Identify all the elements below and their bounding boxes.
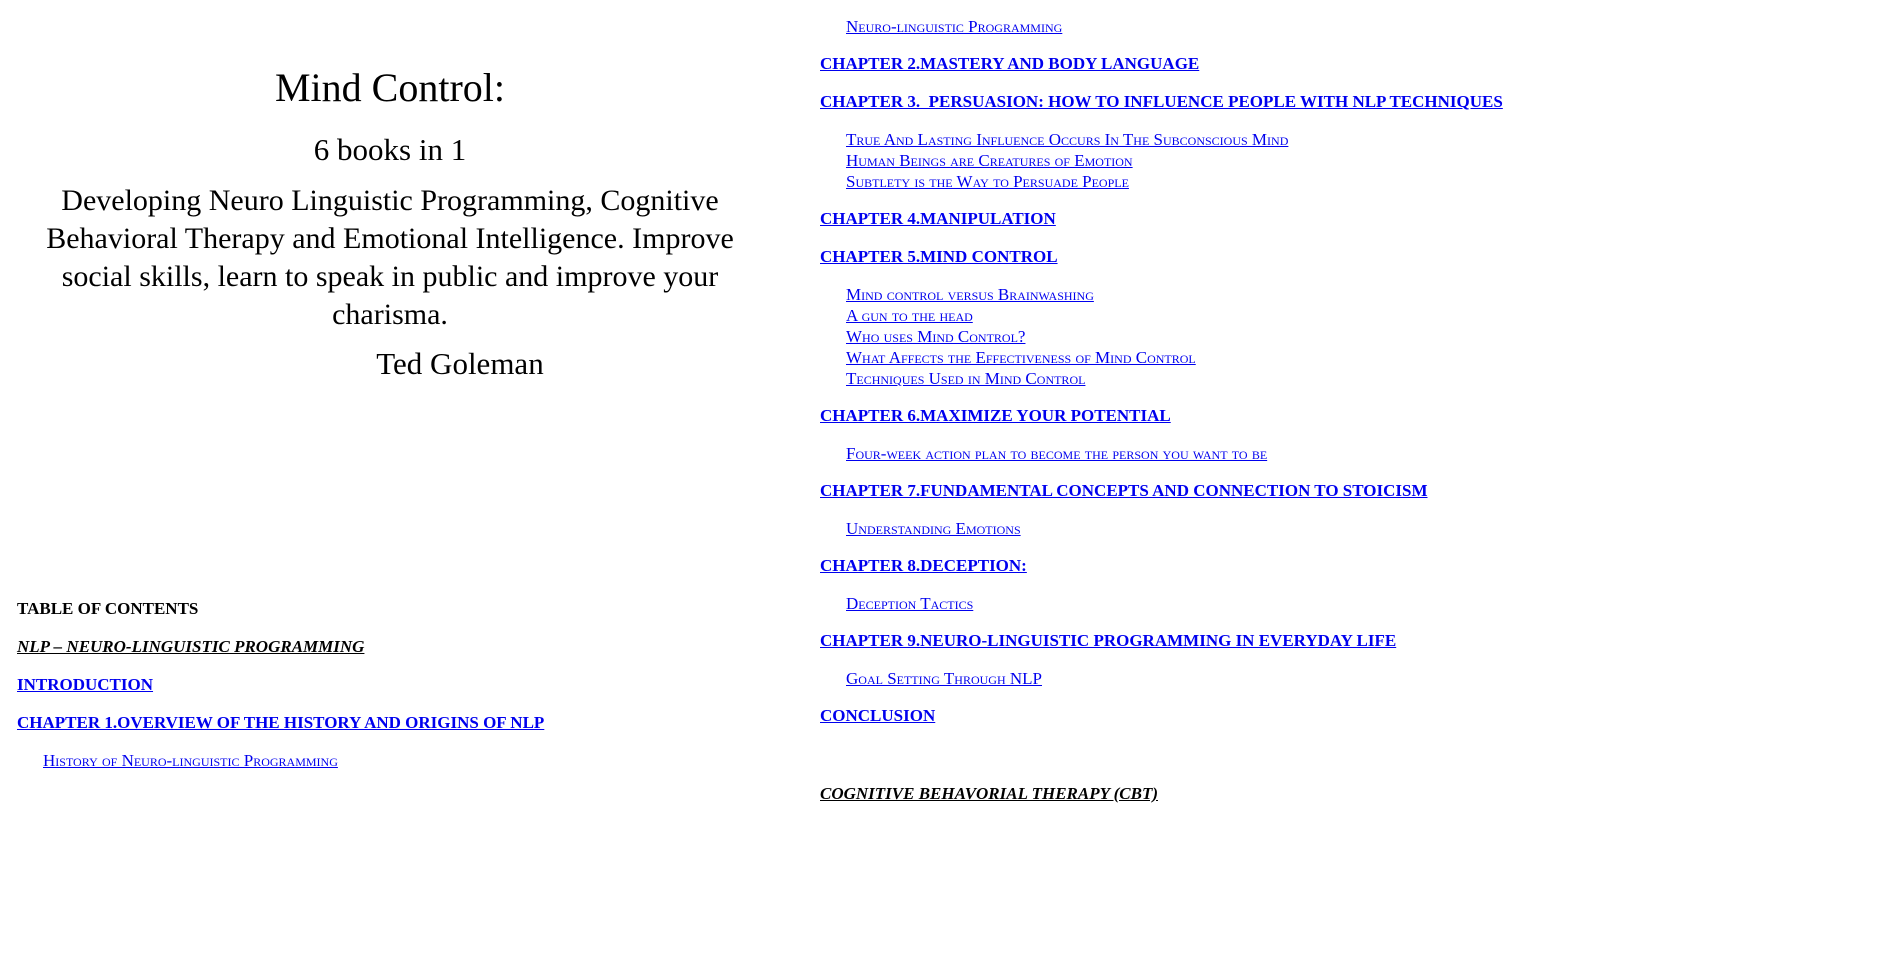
toc-heading: TABLE OF CONTENTS bbox=[17, 599, 199, 618]
toc-section-cbt[interactable]: COGNITIVE BEHAVORIAL THERAPY (CBT) bbox=[820, 784, 1158, 803]
toc-sub-true-and-lasting-influence[interactable]: True And Lasting Influence Occurs In The Subconscious Mind bbox=[846, 130, 1289, 149]
toc-section-nlp[interactable]: NLP – NEURO-LINGUISTIC PROGRAMMING bbox=[17, 637, 365, 656]
toc-sub-goal-setting-through-nlp[interactable]: Goal Setting Through NLP bbox=[846, 669, 1042, 688]
toc-sub-creatures-of-emotion[interactable]: Human Beings are Creatures of Emotion bbox=[846, 151, 1133, 170]
toc-chapter-4[interactable]: CHAPTER 4.MANIPULATION bbox=[820, 209, 1056, 228]
toc-sub-subtlety[interactable]: Subtlety is the Way to Persuade People bbox=[846, 172, 1129, 191]
toc-sub-a-gun-to-the-head[interactable]: A gun to the head bbox=[846, 306, 973, 325]
toc-chapter-1[interactable]: CHAPTER 1.OVERVIEW OF THE HISTORY AND ORIGINS OF NLP bbox=[17, 713, 545, 732]
toc-sub-effectiveness-of-mind-control[interactable]: What Affects the Effectiveness of Mind Control bbox=[846, 348, 1196, 367]
toc-list-right bbox=[820, 16, 1570, 805]
toc-left-column bbox=[17, 598, 762, 771]
toc-chapter-9[interactable]: CHAPTER 9.NEURO-LINGUISTIC PROGRAMMING IN EVERYDAY LIFE bbox=[820, 631, 1397, 650]
toc-chapter-3[interactable]: CHAPTER 3. PERSUASION: HOW TO INFLUENCE PEOPLE WITH NLP TECHNIQUES bbox=[820, 92, 1503, 111]
title-block bbox=[0, 64, 780, 384]
toc-conclusion[interactable]: CONCLUSION bbox=[820, 706, 936, 725]
book-author: Ted Goleman bbox=[376, 346, 544, 381]
toc-sub-techniques-used[interactable]: Techniques Used in Mind Control bbox=[846, 369, 1086, 388]
toc-sub-history-of-nlp[interactable]: History of Neuro-linguistic Programming bbox=[43, 751, 338, 770]
toc-introduction[interactable]: INTRODUCTION bbox=[17, 675, 154, 694]
book-subtitle: Developing Neuro Linguistic Programming, Cognitive Behavioral Therapy and Emotional Intelligence. Improve social skills, learn to speak in public and improve your charisma. bbox=[46, 184, 734, 331]
toc-sub-four-week-action-plan[interactable]: Four-week action plan to become the person you want to be bbox=[846, 444, 1268, 463]
right-page bbox=[820, 16, 1570, 821]
toc-list-left bbox=[17, 636, 762, 771]
toc-chapter-8[interactable]: CHAPTER 8.DECEPTION: bbox=[820, 556, 1027, 575]
book-edition: 6 books in 1 bbox=[313, 132, 467, 167]
toc-sub-understanding-emotions[interactable]: Understanding Emotions bbox=[846, 519, 1021, 538]
left-page bbox=[0, 0, 780, 977]
toc-chapter-7[interactable]: CHAPTER 7.FUNDAMENTAL CONCEPTS AND CONNECTION TO STOICISM bbox=[820, 481, 1428, 500]
toc-chapter-5[interactable]: CHAPTER 5.MIND CONTROL bbox=[820, 247, 1058, 266]
toc-chapter-2[interactable]: CHAPTER 2.MASTERY AND BODY LANGUAGE bbox=[820, 54, 1200, 73]
toc-sub-mind-control-vs-brainwashing[interactable]: Mind control versus Brainwashing bbox=[846, 285, 1094, 304]
toc-sub-neuro-linguistic-programming[interactable]: Neuro-linguistic Programming bbox=[846, 17, 1063, 36]
toc-sub-who-uses-mind-control[interactable]: Who uses Mind Control? bbox=[846, 327, 1026, 346]
book-title: Mind Control: bbox=[274, 65, 506, 110]
toc-sub-deception-tactics[interactable]: Deception Tactics bbox=[846, 594, 974, 613]
toc-chapter-6[interactable]: CHAPTER 6.MAXIMIZE YOUR POTENTIAL bbox=[820, 406, 1171, 425]
